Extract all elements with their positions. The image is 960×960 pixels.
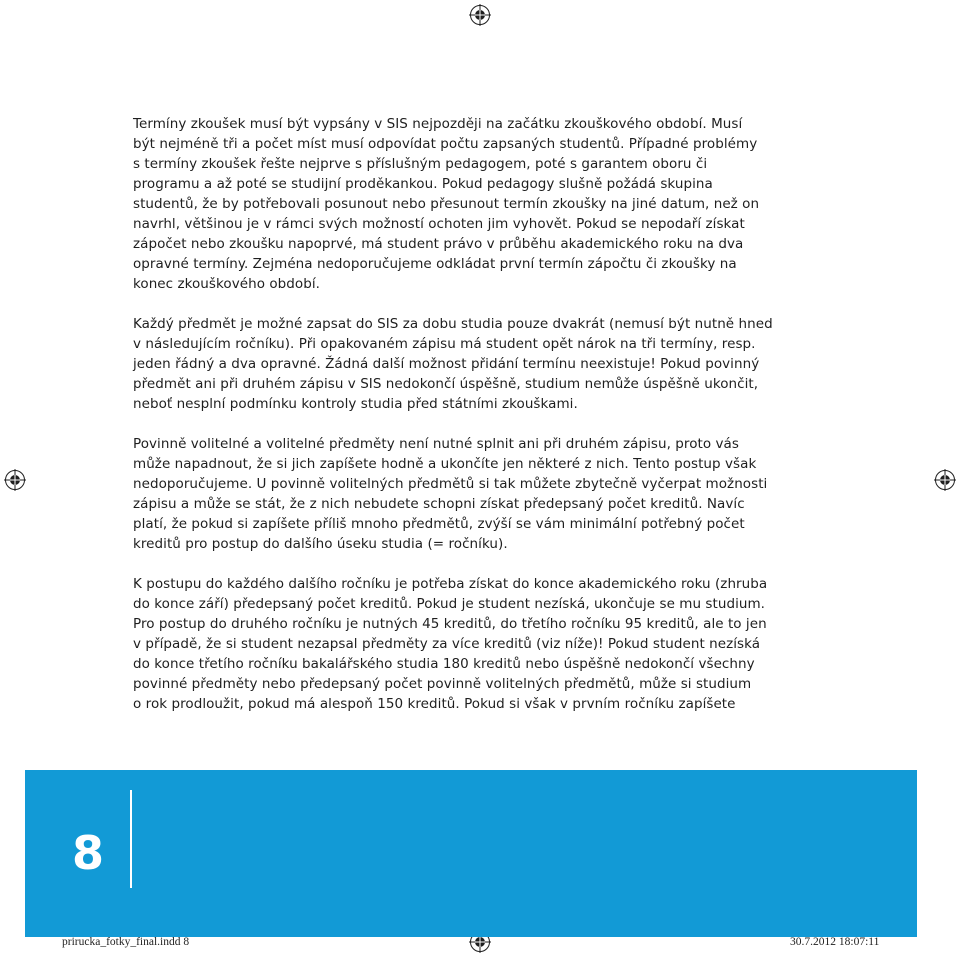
registration-mark-icon bbox=[469, 4, 491, 26]
print-slug-timestamp: 30.7.2012 18:07:11 bbox=[790, 936, 880, 948]
registration-mark-icon bbox=[4, 469, 26, 491]
paragraph-credit-requirements: K postupu do každého dalšího ročníku je potřeba získat do konce akademického roku (zhruba do konce září) předepsaný počet kreditů. Pokud je student nezíská, ukončuje se mu studium. Pro postup do druhého ročníku je nutných 45 kreditů, do třetího ročníku 95 kreditů, ale to jen v případě, že si student nezapsal předměty za více kreditů (viz níže)! Pokud student nezíská do konce třetího ročníku bakalářského studia 180 kreditů nebo úspěšně nedokončí všechny povinné předměty nebo předepsaný počet povinně volitelných předmětů, může si studium o rok prodloužit, pokud má alespoň 150 kreditů. Pokud si však v prvním ročníku zapíšete bbox=[133, 576, 768, 712]
paragraph-exam-dates: Termíny zkoušek musí být vypsány v SIS nejpozději na začátku zkouškového období. Musí být nejméně tři a počet míst musí odpovídat počtu zapsaných studentů. Případné problémy s termíny zkoušek řešte nejprve s příslušným pedagogem, poté s garantem oboru či programu a až poté se studijní proděkankou. Pokud pedagogy slušně požádá skupina studentů, že by potřebovali posunout nebo přesunout termín zkoušky na jiné datum, než on navrhl, většinou je v rámci svých možností ochoten jim vyhovět. Pokud se nepodaří získat zápočet nebo zkoušku napoprvé, má student právo v průběhu akademického roku na dva opravné termíny. Zejména nedoporučujeme odkládat první termín zápočtu či zkoušky na konec zkouškového období. bbox=[133, 116, 760, 292]
paragraph-elective-courses: Povinně volitelné a volitelné předměty není nutné splnit ani při druhém zápisu, proto vás může napadnout, že si jich zapíšete hodně a ukončíte jen některé z nich. Tento postup však nedoporučujeme. U povinně volitelných předmětů si tak můžete zbytečně vyčerpat možnosti zápisu a může se stát, že z nich nebudete schopni získat předepsaný počet kreditů. Navíc platí, že pokud si zapíšete příliš mnoho předmětů, zvýší se vám minimální potřebný počet kreditů pro postup do dalšího úseku studia (= ročníku). bbox=[133, 436, 768, 552]
paragraph-course-enrollment: Každý předmět je možné zapsat do SIS za dobu studia pouze dvakrát (nemusí být nutně hned v následujícím ročníku). Při opakovaném zápisu má student opět nárok na tři termíny, resp. jeden řádný a dva opravné. Žádná další možnost přidání termínu neexistuje! Pokud povinný předmět ani při druhém zápisu v SIS nedokončí úspěšně, studium nemůže úspěšně ukončit, neboť nesplní podmínku kontroly studia před státními zkouškami. bbox=[133, 316, 773, 412]
page-number: 8 bbox=[72, 826, 105, 880]
body-text bbox=[133, 114, 833, 734]
registration-mark-icon bbox=[934, 469, 956, 491]
footer-band bbox=[25, 770, 917, 937]
print-slug-filename: prirucka_fotky_final.indd 8 bbox=[62, 936, 190, 948]
footer-divider bbox=[130, 790, 132, 888]
